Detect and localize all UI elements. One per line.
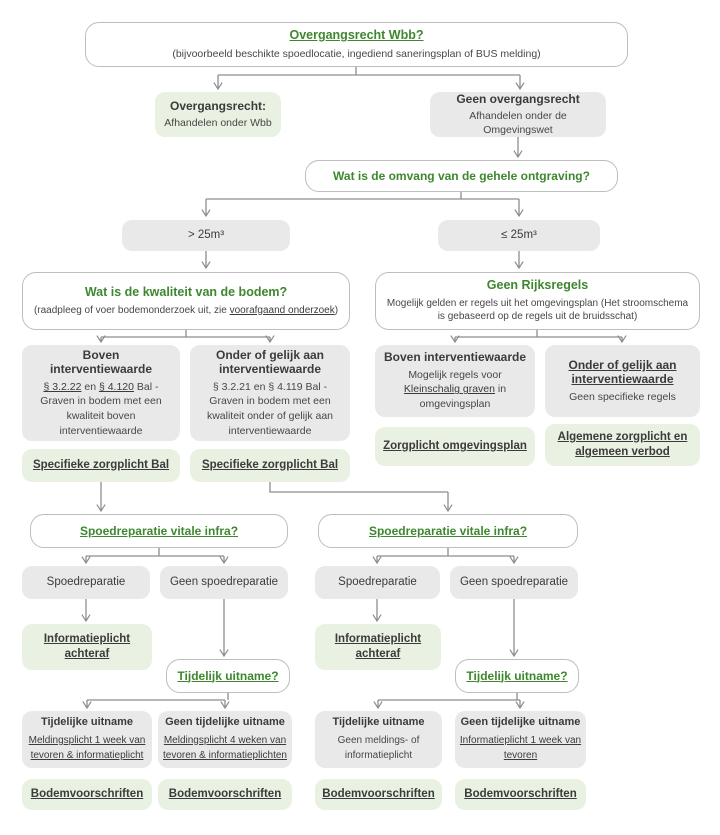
specifieke-zorgplicht-bal-right-box bbox=[190, 449, 350, 482]
informatieplicht-achteraf-left-link[interactable]: Informatieplicht achteraf bbox=[43, 633, 131, 660]
tijdelijke-uitname-left-title: Tijdelijke uitname bbox=[40, 716, 134, 729]
route-wbb-subtitle: Afhandelen onder Wbb bbox=[164, 117, 272, 130]
bodemvoorschriften-box-3 bbox=[315, 779, 442, 810]
informatieplicht-achteraf-left-box bbox=[22, 624, 152, 670]
spoedreparatie-right-box bbox=[315, 566, 440, 599]
geen-tijdelijke-uitname-right-title: Geen tijdelijke uitname bbox=[460, 716, 581, 729]
plan-onder-body: Geen specifieke regels bbox=[569, 390, 676, 403]
tijdelijke-uitname-right-title: Tijdelijke uitname bbox=[332, 716, 425, 729]
geen-tijdelijke-uitname-right-box bbox=[455, 711, 586, 768]
tijdelijke-uitname-left-box bbox=[22, 711, 152, 768]
omvang-question-box bbox=[305, 160, 618, 192]
bodemvoorschriften-link-3[interactable]: Bodemvoorschriften bbox=[322, 788, 435, 801]
spoedreparatie-vraag-right-box bbox=[318, 514, 578, 548]
geen-spoedreparatie-left-label: Geen spoedreparatie bbox=[169, 576, 279, 589]
kwaliteit-question-subtitle bbox=[34, 304, 338, 318]
bodemvoorschriften-link-4[interactable]: Bodemvoorschriften bbox=[464, 788, 577, 801]
spoedreparatie-vraag-left-box bbox=[30, 514, 288, 548]
plan-boven-interventiewaarde-box bbox=[375, 345, 535, 417]
bodemvoorschriften-box-2 bbox=[158, 779, 292, 810]
size-lte-25m3-label: ≤ 25m³ bbox=[501, 229, 537, 242]
route-wbb-box bbox=[155, 92, 281, 137]
spoedreparatie-vraag-right-link[interactable]: Spoedreparatie vitale infra? bbox=[368, 523, 528, 538]
zorgplicht-omgevingsplan-link[interactable]: Zorgplicht omgevingsplan bbox=[383, 440, 527, 453]
overgangsrecht-wbb-link[interactable]: Overgangsrecht Wbb? bbox=[289, 28, 424, 43]
bal-boven-title: Boven interventiewaarde bbox=[49, 347, 153, 377]
algemene-zorgplicht-box bbox=[545, 424, 700, 466]
meldingsplicht-4-weken-link[interactable]: Meldingsplicht 4 weken van tevoren & informatieplichten bbox=[163, 734, 287, 761]
plan-onder-interventiewaarde-box bbox=[545, 345, 700, 417]
geen-spoedreparatie-right-box bbox=[450, 566, 578, 599]
spoedreparatie-left-label: Spoedreparatie bbox=[46, 576, 126, 589]
zorgplicht-omgevingsplan-box bbox=[375, 427, 535, 466]
tijdelijke-uitname-right-body: Geen meldings- of informatieplicht bbox=[337, 734, 420, 761]
plan-boven-suffix: in omgevingsplan bbox=[419, 383, 507, 411]
route-omgevingswet-title: Geen overgangsrecht bbox=[456, 91, 580, 106]
bal-boven-interventiewaarde-box bbox=[22, 345, 180, 441]
informatieplicht-1-week-link[interactable]: Informatieplicht 1 week van tevoren bbox=[459, 734, 582, 761]
kwaliteit-subtitle-prefix: (raadpleeg of voer bodemonderzoek uit, zie bbox=[33, 304, 230, 316]
geen-rijksregels-box bbox=[375, 272, 700, 330]
specifieke-zorgplicht-bal-left-link[interactable]: Specifieke zorgplicht Bal bbox=[32, 459, 170, 472]
tijdelijk-uitname-vraag-right-box bbox=[455, 659, 579, 693]
route-wbb-title: Overgangsrecht: bbox=[169, 98, 267, 113]
geen-rijksregels-subtitle: Mogelijk gelden er regels uit het omgevingsplan (Het stroomschema is gebaseerd op de regels uit de bruidsschat) bbox=[386, 297, 689, 323]
informatieplicht-achteraf-right-link[interactable]: Informatieplicht achteraf bbox=[334, 633, 422, 660]
kwaliteit-question-title: Wat is de kwaliteit van de bodem? bbox=[84, 284, 288, 299]
geen-spoedreparatie-left-box bbox=[160, 566, 288, 599]
algemene-zorgplicht-link[interactable]: Algemene zorgplicht en algemeen verbod bbox=[557, 431, 688, 458]
geen-tijdelijke-uitname-left-title: Geen tijdelijke uitname bbox=[165, 716, 285, 729]
bal-boven-rest: Bal - Graven in bodem met een kwaliteit boven interventiewaarde bbox=[40, 380, 162, 437]
bal-onder-interventiewaarde-box bbox=[190, 345, 350, 441]
route-omgevingswet-subtitle: Afhandelen onder de Omgevingswet bbox=[469, 110, 567, 137]
plan-boven-body bbox=[383, 368, 527, 412]
specifieke-zorgplicht-bal-right-link[interactable]: Specifieke zorgplicht Bal bbox=[201, 459, 339, 472]
bal-paragraaf-3-2-22-link[interactable]: § 3.2.22 bbox=[43, 380, 82, 393]
bodemvoorschriften-box-1 bbox=[22, 779, 152, 810]
plan-boven-title: Boven interventiewaarde bbox=[383, 350, 527, 365]
bal-onder-body: § 3.2.21 en § 4.119 Bal - Graven in bodem met een kwaliteit onder of gelijk aan interventiewaarde bbox=[206, 380, 334, 437]
geen-rijksregels-title: Geen Rijksregels bbox=[486, 278, 589, 293]
bal-boven-body bbox=[30, 380, 172, 439]
voorafgaand-onderzoek-link[interactable]: voorafgaand onderzoek bbox=[229, 304, 335, 316]
tijdelijke-uitname-right-box bbox=[315, 711, 442, 768]
tijdelijk-uitname-vraag-right-link[interactable]: Tijdelijk uitname? bbox=[466, 668, 568, 683]
meldingsplicht-1-week-link[interactable]: Meldingsplicht 1 week van tevoren & informatieplicht bbox=[28, 734, 146, 761]
specifieke-zorgplicht-bal-left-box bbox=[22, 449, 180, 482]
bal-paragraaf-4-120-link[interactable]: § 4.120 bbox=[98, 380, 134, 393]
kwaliteit-subtitle-suffix: ) bbox=[334, 304, 339, 316]
size-gt-25m3-label: > 25m³ bbox=[187, 229, 225, 242]
size-gt-25m3-box bbox=[122, 220, 290, 251]
kleinschalig-graven-link[interactable]: Kleinschalig graven bbox=[403, 383, 495, 396]
omvang-question-text: Wat is de omvang van de gehele ontgraving? bbox=[333, 168, 590, 183]
bodemvoorschriften-link-2[interactable]: Bodemvoorschriften bbox=[168, 788, 282, 801]
bodemvoorschriften-box-4 bbox=[455, 779, 586, 810]
bodemvoorschriften-link-1[interactable]: Bodemvoorschriften bbox=[30, 788, 144, 801]
spoedreparatie-vraag-left-link[interactable]: Spoedreparatie vitale infra? bbox=[79, 523, 239, 538]
spoedreparatie-left-box bbox=[22, 566, 150, 599]
tijdelijk-uitname-vraag-left-link[interactable]: Tijdelijk uitname? bbox=[177, 668, 279, 683]
spoedreparatie-right-label: Spoedreparatie bbox=[338, 576, 417, 589]
tijdelijk-uitname-vraag-left-box bbox=[166, 659, 290, 693]
geen-tijdelijke-uitname-left-box bbox=[158, 711, 292, 768]
informatieplicht-achteraf-right-box bbox=[315, 624, 441, 670]
plan-onder-title-link[interactable]: Onder of gelijk aan interventiewaarde bbox=[568, 357, 677, 387]
geen-spoedreparatie-right-label: Geen spoedreparatie bbox=[459, 576, 569, 589]
size-lte-25m3-box bbox=[438, 220, 600, 251]
plan-boven-prefix: Mogelijk regels voor bbox=[408, 368, 502, 381]
bal-boven-joiner: en bbox=[81, 380, 99, 393]
root-question-box bbox=[85, 22, 628, 67]
bal-onder-title: Onder of gelijk aan interventiewaarde bbox=[215, 347, 325, 377]
root-question-subtitle: (bijvoorbeeld beschikte spoedlocatie, ingediend saneringsplan of BUS melding) bbox=[172, 47, 541, 60]
route-omgevingswet-box bbox=[430, 92, 606, 137]
kwaliteit-question-box bbox=[22, 272, 350, 330]
